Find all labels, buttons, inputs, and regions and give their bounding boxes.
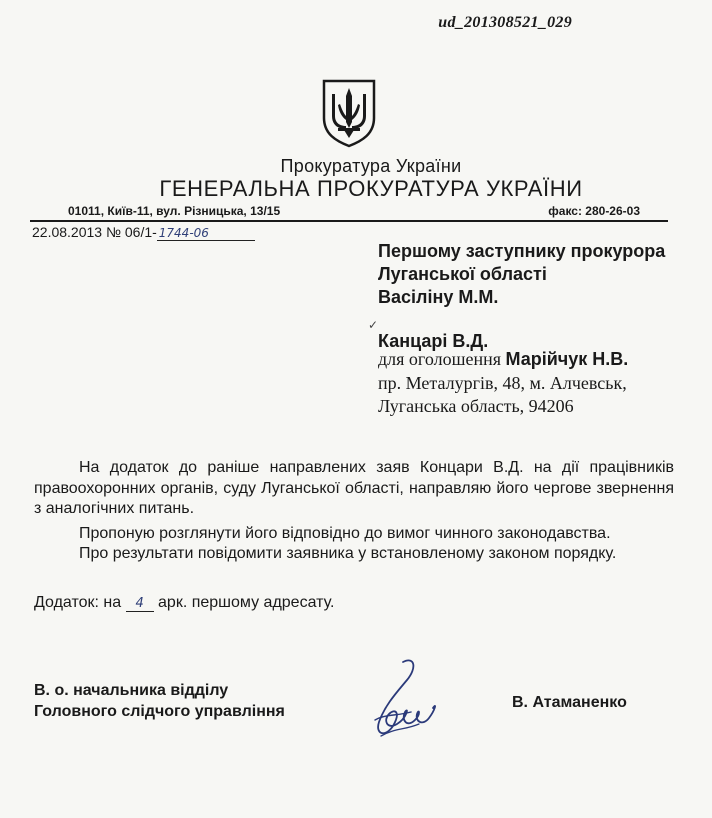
recipient-for-name: Марійчук Н.В. <box>505 349 629 369</box>
document-id: ud_201308521_029 <box>438 14 572 31</box>
reference-line <box>32 224 255 241</box>
attachment-suffix: арк. першому адресату. <box>158 594 335 611</box>
check-mark-icon: ✓ <box>368 318 379 332</box>
body-paragraph-2: Пропоную розглянути його відповідно до вимог чинного законодавства. <box>79 524 611 542</box>
letter-body <box>34 458 674 565</box>
body-paragraph-1: На додаток до раніше направлених заяв Концари В.Д. на дії працівників правоохоронних органів, суду Луганської області, направляю його чергове звернення з аналогічних питань. <box>34 459 674 517</box>
attachment-prefix: Додаток: на <box>34 594 122 611</box>
signatory-position-line2: Головного слідчого управління <box>34 703 285 720</box>
org-fax: факс: 280-26-03 <box>548 204 640 218</box>
header-divider <box>30 220 668 222</box>
signatory-position <box>34 680 285 722</box>
signatory-name: В. Атаманенко <box>512 694 627 711</box>
recipient-primary-line1: Першому заступнику прокурора <box>378 241 666 261</box>
org-title-main: ГЕНЕРАЛЬНА ПРОКУРАТУРА УКРАЇНИ <box>159 176 583 201</box>
attachment-count: 4 <box>126 596 154 612</box>
recipient-secondary-for <box>378 348 628 372</box>
reference-date-number: 22.08.2013 № 06/1- <box>32 224 157 240</box>
trident-emblem-icon <box>320 78 378 148</box>
recipient-primary <box>378 240 665 309</box>
body-paragraph-3: Про результати повідомити заявника у встановленому законом порядку. <box>79 545 617 562</box>
reference-handwritten-number: 1744-06 <box>157 226 255 241</box>
recipient-primary-line3: Васіліну М.М. <box>378 287 499 307</box>
recipient-for-prefix: для оголошення <box>378 349 506 369</box>
org-address: 01011, Київ-11, вул. Різницька, 13/15 <box>68 204 281 218</box>
org-title-small: Прокуратура України <box>280 156 462 176</box>
recipient-primary-line2: Луганської області <box>378 264 547 284</box>
handwritten-signature <box>345 650 465 745</box>
recipient-secondary-street: пр. Металургів, 48, м. Алчевськ, <box>378 372 627 393</box>
recipient-secondary <box>378 348 628 419</box>
signatory-position-line1: В. о. начальника відділу <box>34 682 229 699</box>
recipient-secondary-region: Луганська область, 94206 <box>378 396 574 416</box>
attachment-line <box>34 594 334 612</box>
recipient-secondary-name: Канцарі В.Д. <box>378 331 489 351</box>
